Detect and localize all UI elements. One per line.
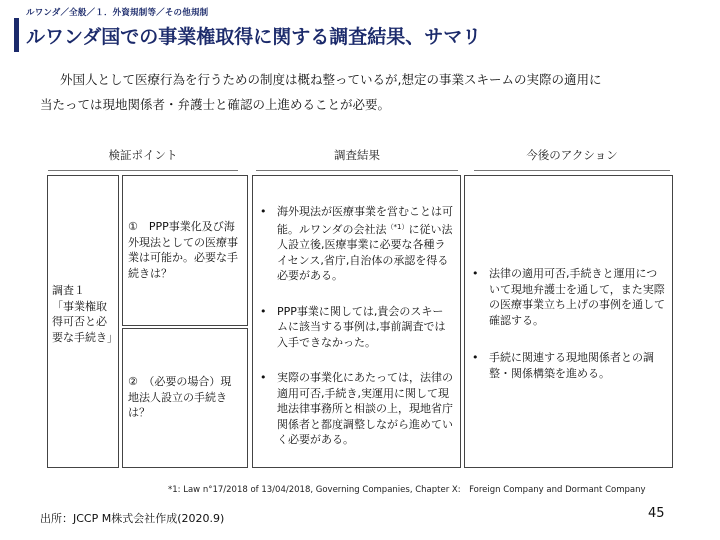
- summary-line-2: 当たっては現地関係者・弁護士と確認の上進めることが必要。: [40, 97, 391, 112]
- result-item-3: • 実際の事業化にあたっては，法律の適用可否,手続き,実運用に関して現地法律事務所と相談の上，現地省庁関係者と都度調整しながら進めていく必要がある。: [257, 370, 454, 448]
- footnote-reference: （*1）: [386, 222, 409, 231]
- result-item-2: • PPP事業に関しては,貴会のスキームに該当する事例は,事前調査では入手できなかった。: [257, 304, 454, 351]
- verification-point-1-box: [122, 175, 248, 326]
- title-accent-bar: [14, 18, 19, 52]
- verification-point-2: ② （必要の場合）現地法人設立の手続きは？: [128, 375, 232, 419]
- action-item-1: • 法律の適用可否,手続きと運用について現地弁護士を通して，また実際の医療事業立ち上げの事例を通して確認する。: [469, 266, 665, 328]
- column-header-actions: 今後のアクション: [526, 148, 618, 162]
- footnote: *1: Law n°17/2018 of 13/04/2018, Governing Companies, Chapter X: Foreign Company and Dormant Company: [168, 485, 646, 495]
- column-header-verification: 検証ポイント: [108, 148, 178, 162]
- summary-text: [40, 67, 680, 117]
- summary-line-1: 外国人として医療行為を行うための制度は概ね整っているが,想定の事業スキームの実際の適用に: [60, 72, 602, 87]
- actions-list: [469, 266, 665, 381]
- result-item-1: • 海外現法が医療事業を営むことは可能。ルワンダの会社法$^{(*1)}$に従い法人設立後,医療事業に必要な各種ライセンス,省庁,自治体の承認を得る必要がある。: [257, 204, 454, 284]
- actions-box: [464, 175, 673, 468]
- column-header-results: 調査結果: [334, 148, 380, 162]
- source-note: 出所：JCCP M株式会社作成(2020.9): [40, 512, 225, 525]
- survey-label: 調査１ 「事業権取得可否と必要な手続き」: [52, 284, 118, 344]
- verification-point-2-box: [122, 328, 248, 468]
- action-item-2: • 手続に関連する現地関係者との調整・関係構築を進める。: [469, 350, 665, 381]
- page-number: 45: [648, 506, 665, 521]
- page-title: ルワンダ国での事業権取得に関する調査結果、サマリ: [26, 26, 482, 48]
- results-box: [252, 175, 461, 468]
- results-list: [257, 204, 454, 448]
- column-header-results-rule: [256, 170, 458, 171]
- column-header-verification-rule: [48, 170, 238, 171]
- verification-point-1: ① PPP事業化及び海外現法としての医療事業は可能か。必要な手続きは？: [128, 220, 238, 280]
- breadcrumb: ルワンダ／全般／１．外資規制等／その他規制: [26, 8, 209, 18]
- survey-label-box: [47, 175, 119, 468]
- column-header-actions-rule: [474, 170, 670, 171]
